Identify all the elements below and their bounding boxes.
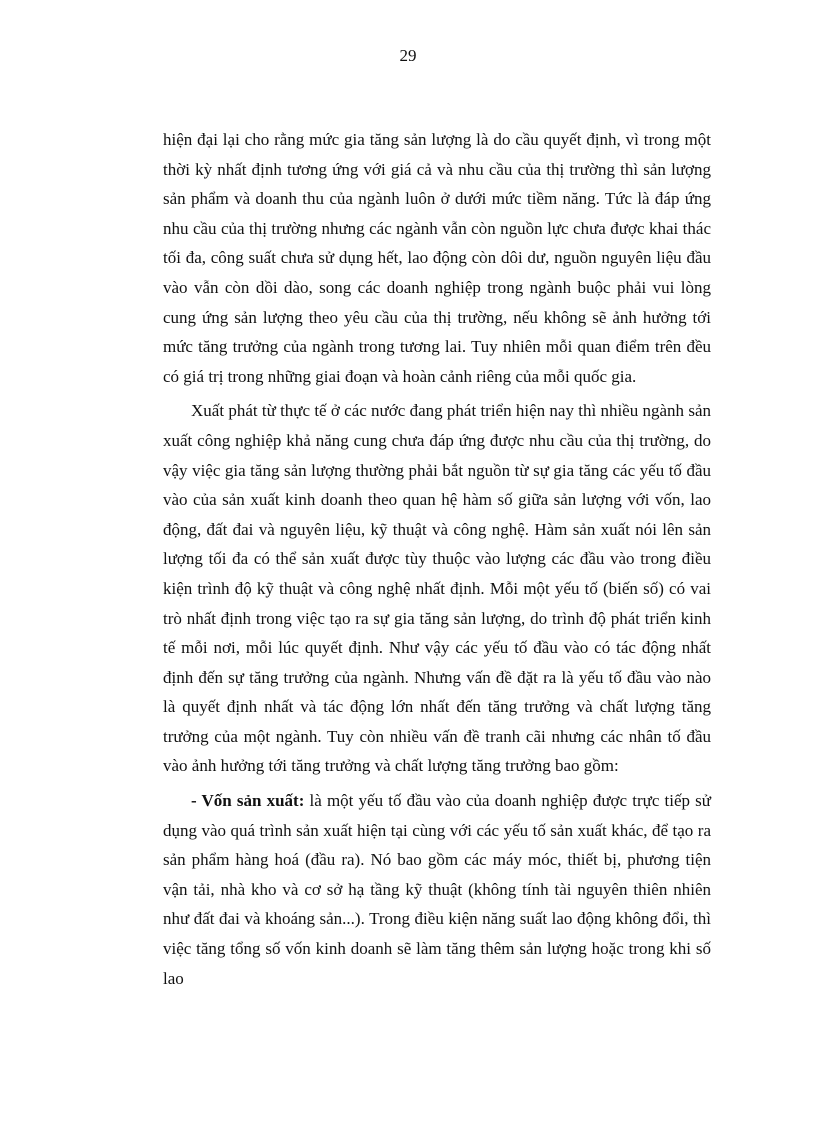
document-body [163, 125, 711, 993]
paragraph-input-factors: Xuất phát từ thực tế ở các nước đang phát triển hiện nay thì nhiều ngành sản xuất công nghiệp khả năng cung chưa đáp ứng được nhu cầu của thị trường, do vậy việc gia tăng sản lượng thường phải bắt nguồn từ sự gia tăng các yếu tố đầu vào của sản xuất kinh doanh theo quan hệ hàm số giữa sản lượng với vốn, lao động, đất đai và nguyên liệu, kỹ thuật và công nghệ. Hàm sản xuất nói lên sản lượng tối đa có thể sản xuất được tùy thuộc vào lượng các đầu vào trong điều kiện trình độ kỹ thuật và công nghệ nhất định. Mỗi một yếu tố (biến số) có vai trò nhất định trong việc tạo ra sự gia tăng sản lượng, do trình độ phát triển kinh tế mỗi nơi, mỗi lúc quyết định. Như vậy các yếu tố đầu vào có tác động nhất định đến sự tăng trưởng của ngành. Nhưng vấn đề đặt ra là yếu tố đầu vào nào là quyết định nhất và tác động lớn nhất đến tăng trưởng và chất lượng tăng trưởng của một ngành. Tuy còn nhiều vấn đề tranh cãi nhưng các nhân tố đầu vào ảnh hưởng tới tăng trưởng và chất lượng tăng trưởng bao gồm: [163, 401, 711, 776]
paragraph-production-capital [163, 786, 711, 993]
paragraph-continued: hiện đại lại cho rằng mức gia tăng sản lượng là do cầu quyết định, vì trong một thời kỳ nhất định tương ứng với giá cả và nhu cầu của thị trường thì sản lượng sản phẩm và doanh thu của ngành luôn ở dưới mức tiềm năng. Tức là đáp ứng nhu cầu của thị trường nhưng các ngành vẫn còn nguồn lực chưa được khai thác tối đa, công suất chưa sử dụng hết, lao động còn dôi dư, nguồn nguyên liệu đầu vào vẫn còn dồi dào, song các doanh nghiệp trong ngành buộc phải vui lòng cung ứng sản lượng theo yêu cầu của thị trường, nếu không sẽ ảnh hưởng tới mức tăng trưởng của ngành trong tương lai. Tuy nhiên mỗi quan điểm trên đều có giá trị trong những giai đoạn và hoàn cảnh riêng của mỗi quốc gia. [163, 130, 711, 386]
production-capital-definition: là một yếu tố đầu vào của doanh nghiệp được trực tiếp sử dụng vào quá trình sản xuất hiện tại cùng với các yếu tố sản xuất khác, để tạo ra sản phẩm hàng hoá (đầu ra). Nó bao gồm các máy móc, thiết bị, phương tiện vận tải, nhà kho và cơ sở hạ tầng kỹ thuật (không tính tài nguyên thiên nhiên như đất đai và khoáng sản...). Trong điều kiện năng suất lao động không đổi, thì việc tăng tổng số vốn kinh doanh sẽ làm tăng thêm sản lượng hoặc trong khi số lao [163, 791, 711, 988]
page-number: 29 [399, 46, 417, 65]
production-capital-term: - Vốn sản xuất: [191, 791, 305, 811]
